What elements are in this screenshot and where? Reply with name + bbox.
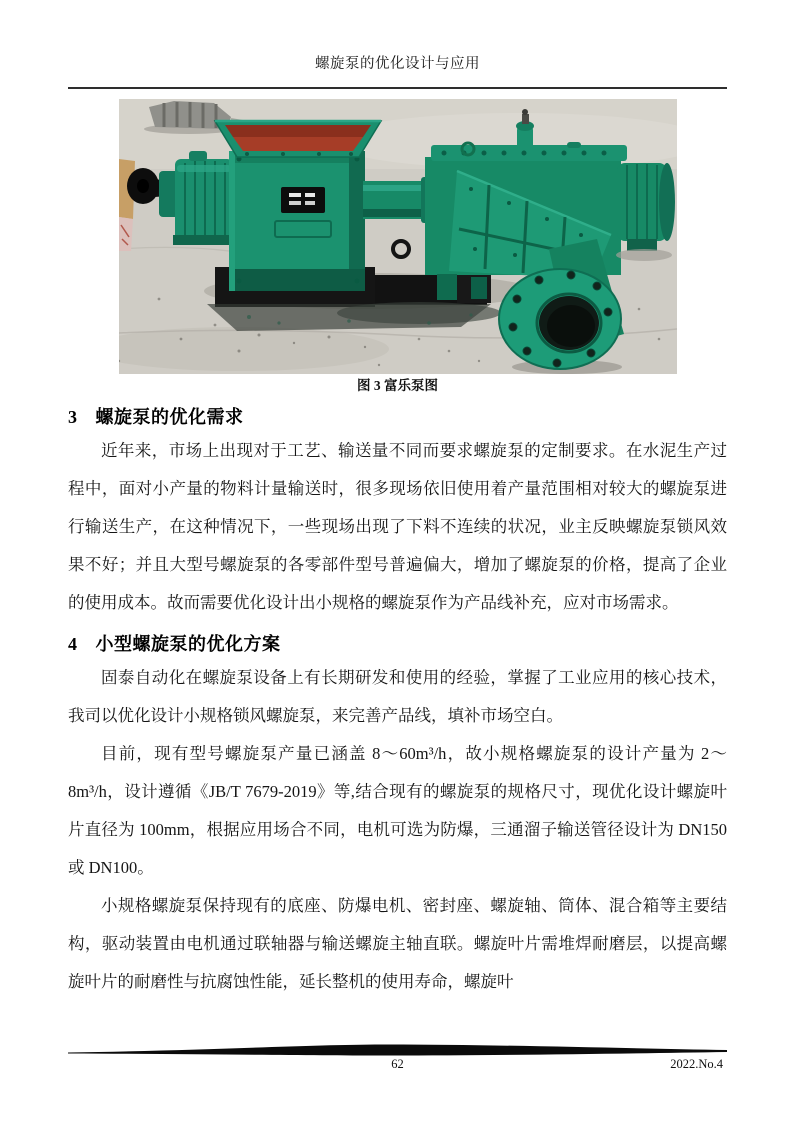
paragraph: 小规格螺旋泵保持现有的底座、防爆电机、密封座、螺旋轴、筒体、混合箱等主要结构，驱动装置由电机通过联轴器与输送螺旋主轴直联。螺旋叶片需堆焊耐磨层，以提高螺旋叶片的耐磨性与抗腐蚀性能，延长整机的使用寿命，螺旋叶 — [68, 896, 727, 991]
section-3-title: 螺旋泵的优化需求 — [95, 407, 244, 427]
paragraph: 目前，现有型号螺旋泵产量已涵盖 8～60m³/h，故小规格螺旋泵的设计产量为 2～8m³/h，设计遵循《JB/T 7679-2019》等,结合现有的螺旋泵的规格尺寸，现优化设计螺旋叶片直径为 100mm，根据应用场合不同，电机可选为防爆，三通溜子输送管径设计为 DN150 或 DN100。 — [68, 744, 727, 877]
section-4-number: 4 — [68, 634, 78, 654]
section-4-title: 小型螺旋泵的优化方案 — [95, 634, 281, 654]
section-3-number: 3 — [68, 407, 78, 427]
page-footer — [68, 1044, 727, 1075]
section-4-heading — [68, 631, 727, 657]
header-rule — [68, 87, 727, 89]
section-3-heading — [68, 404, 727, 430]
paragraph: 近年来，市场上出现对于工艺、输送量不同而要求螺旋泵的定制要求。在水泥生产过程中，面对小产量的物料计量输送时，很多现场依旧使用着产量范围相对较大的螺旋泵进行输送生产，在这种情况下，一些现场出现了下料不连续的状况，业主反映螺旋泵锁风效果不好；并且大型号螺旋泵的各零部件型号普遍偏大，增加了螺旋泵的价格，提高了企业的使用成本。故而需要优化设计出小规格的螺旋泵作为产品线补充，应对市场需求。 — [68, 441, 727, 612]
footer-divider — [68, 1044, 727, 1056]
figure-caption: 图 3 富乐泵图 — [357, 378, 438, 393]
pump-photo — [119, 99, 677, 374]
pump-photo-illustration — [119, 99, 677, 374]
page-header-title: 螺旋泵的优化设计与应用 — [315, 56, 480, 72]
paragraph: 固泰自动化在螺旋泵设备上有长期研发和使用的经验，掌握了工业应用的核心技术，我司以优化设计小规格锁风螺旋泵，来完善产品线，填补市场空白。 — [68, 668, 727, 725]
page-number: 62 — [391, 1057, 404, 1071]
issue-number: 2022.No.4 — [670, 1057, 723, 1071]
